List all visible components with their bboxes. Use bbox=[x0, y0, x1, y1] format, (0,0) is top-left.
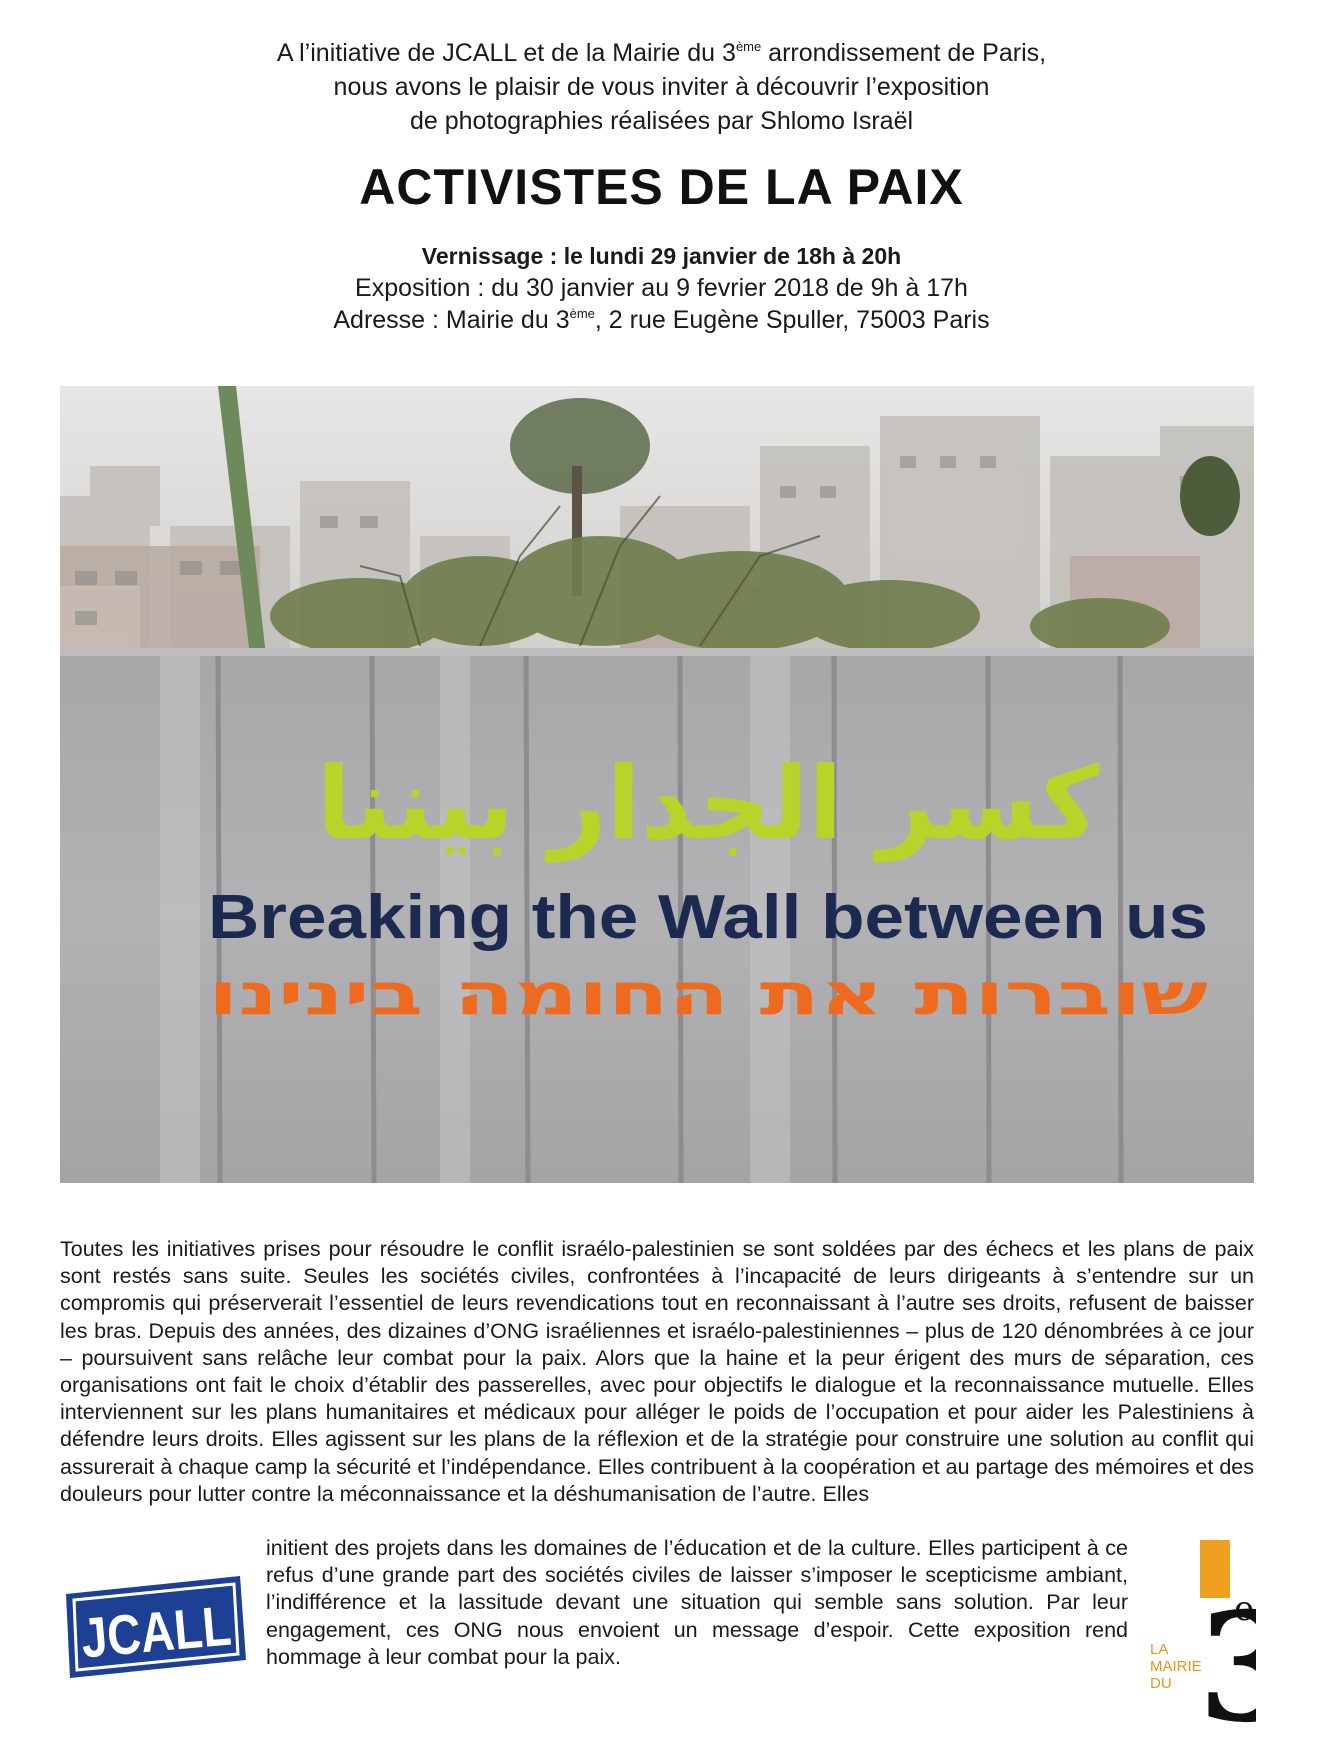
mairie-logo-mairie: MAIRIE bbox=[1150, 1658, 1202, 1675]
mairie-logo-sup: e bbox=[1234, 1589, 1255, 1629]
exhibition-title: ACTIVISTES DE LA PAIX bbox=[359, 159, 964, 215]
intro-line-2: nous avons le plaisir de vous inviter à découvrir l’exposition bbox=[333, 73, 990, 101]
intro-line-3: de photographies réalisées par Shlomo Israël bbox=[409, 107, 914, 135]
invitation-intro bbox=[0, 36, 1323, 138]
description-paragraph: Toutes les initiatives prises pour résoudre le conflit israélo-palestinien se sont soldées par des échecs et les plans de paix sont restés sans suite. Seules les sociétés civiles, confrontées à l’incapacité de leurs dirigeants à s’entendre sur un compromis qui préserverait l’essentiel de leurs revendications tout en reconnaissant à l’autre ses droits, refusent de baisser les bras. Depuis des années, des dizaines d’ONG israéliennes et israélo-palestiniennes – plus de 120 dénombrées à ce jour – poursuivent sans relâche leur combat pour la paix. Alors que la haine et la peur érigent des murs de séparation, ces organisations ont fait le choix d’établir des passerelles, avec pour objectifs le dialogue et la reconnaissance mutuelle. Elles interviennent sur les plans humanitaires et médicaux pour alléger le poids de l’occupation et pour aider les Palestiniens à défendre leurs droits. Elles agissent sur les plans de la réflexion et de la stratégie pour construire une solution au conflit qui assurerait à chaque camp la sécurité et l’indépendance. Elles contribuent à la coopération et au partage des mémoires et des douleurs pour lutter contre la méconnaissance et la déshumanisation de l’autre. Elles bbox=[60, 1237, 1254, 1506]
graffiti-hebrew: שוברות את החומה בינינו bbox=[208, 960, 1209, 1028]
mairie-du-3e-logo bbox=[1146, 1540, 1256, 1730]
jcall-logo bbox=[66, 1576, 246, 1678]
mairie-logo-number: 3 bbox=[1198, 1580, 1256, 1730]
description-paragraph-end: initient des projets dans les domaines de l’éducation et de la culture. Elles participent à ce refus d’une grande part des sociétés civiles de laisser s’imposer le scepticisme ambiant, l’indifférence et la lassitude devant une situation qui semble sans solution. Par leur engagement, ces ONG nous envoient un message d’espoir. Cette exposition rend hommage à leur combat pour la paix. bbox=[266, 1536, 1128, 1669]
jcall-logo-text: JCALL bbox=[78, 1590, 246, 1670]
event-info bbox=[0, 240, 1323, 336]
wall-photograph bbox=[60, 386, 1254, 1183]
vernissage-line: Vernissage : le lundi 29 janvier de 18h à 20h bbox=[421, 243, 902, 269]
graffiti-arabic: كسر الجدار بيننا bbox=[316, 745, 1100, 862]
mairie-logo-du: DU bbox=[1150, 1675, 1172, 1692]
intro-line-1: A l’initiative de JCALL et de la Mairie du 3ème arrondissement de Paris, bbox=[276, 39, 1047, 67]
exposition-line: Exposition : du 30 janvier au 9 fevrier 2018 de 9h à 17h bbox=[355, 274, 968, 302]
mairie-logo-la: LA bbox=[1150, 1641, 1169, 1658]
address-line: Adresse : Mairie du 3ème, 2 rue Eugène Spuller, 75003 Paris bbox=[333, 306, 990, 334]
graffiti-english: Breaking the Wall between us bbox=[208, 883, 1208, 952]
